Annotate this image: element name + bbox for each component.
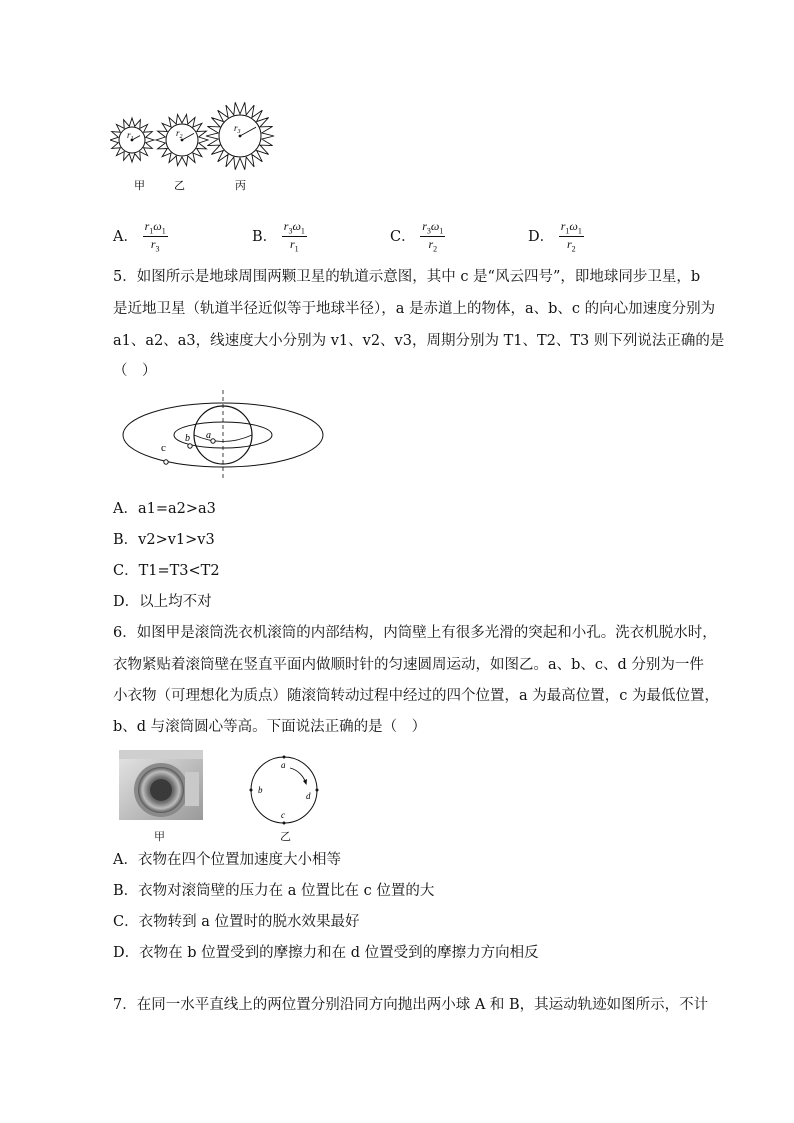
drum-label-d: d — [306, 791, 311, 801]
q5-option-d[interactable]: D．以上均不对 — [113, 594, 212, 610]
q6-stem-line3: 小衣物（可理想化为质点）随滚筒转动过程中经过的四个位置，a 为最高位置，c 为最低位置， — [113, 688, 719, 704]
orbit-figure — [118, 388, 328, 484]
pos-a — [283, 756, 286, 759]
gears-figure — [110, 98, 290, 193]
q5-option-c[interactable]: C．T1=T3<T2 — [113, 563, 220, 579]
q6-option-a[interactable]: A．衣物在四个位置加速度大小相等 — [113, 852, 341, 868]
orbit-label-b: b — [185, 433, 190, 444]
gear-label-yi: 乙 — [174, 180, 185, 192]
q4-option-c-fraction: $\frac{r_3\omega_1}{r_2}$ — [422, 219, 444, 254]
q5-stem-line1: 5．如图所示是地球周围两颗卫星的轨道示意图，其中 c 是“风云四号”，即地球同步卫星，b — [113, 269, 701, 285]
gear-label-bing: 丙 — [235, 180, 246, 192]
q5-stem-line3: a1、a2、a3，线速度大小分别为 v1、v2、v3，周期分别为 T1、T2、T3 则下列说法正确的是 — [113, 333, 725, 349]
point-a — [211, 439, 215, 443]
drum-label-b: b — [258, 785, 263, 795]
q6-stem-line1: 6．如图甲是滚筒洗衣机滚筒的内部结构，内筒壁上有很多光滑的突起和小孔。洗衣机脱水时， — [113, 625, 717, 641]
gear-r2-label: $r_2$ — [176, 128, 183, 140]
q7-stem-line1: 7．在同一水平直线上的两位置分别沿同方向抛出两小球 A 和 B，其运动轨迹如图所示，不计 — [113, 997, 709, 1013]
orbit-label-c: c — [161, 442, 166, 454]
q4-option-d-fraction: $\frac{r_1\omega_1}{r_2}$ — [560, 219, 582, 254]
photo-label-jia: 甲 — [154, 830, 165, 843]
circle-label-yi: 乙 — [280, 830, 291, 843]
gear-bing-center — [239, 135, 242, 138]
gear-label-jia: 甲 — [134, 180, 145, 192]
drum-label-a: a — [281, 760, 286, 770]
q6-stem-line4: b、d 与滚筒圆心等高。下面说法正确的是（ ） — [113, 719, 427, 735]
q6-stem-line2: 衣物紧贴着滚筒壁在竖直平面内做顺时针的匀速圆周运动，如图乙。a、b、c、d 分别为一件 — [113, 657, 704, 673]
q4-option-c[interactable]: C． $\frac{r_3\omega_1}{r_2}$ — [390, 219, 444, 254]
q6-option-d[interactable]: D．衣物在 b 位置受到的摩擦力和在 d 位置受到的摩擦力方向相反 — [113, 945, 539, 961]
washing-machine-image — [119, 750, 203, 820]
pos-b — [250, 789, 253, 792]
gear-r3-label: $r_3$ — [234, 123, 241, 135]
orbit-label-a: a — [206, 430, 211, 441]
q5-option-b[interactable]: B．v2>v1>v3 — [113, 532, 215, 548]
q4-option-a-fraction: $\frac{r_1\omega_1}{r_3}$ — [144, 219, 166, 254]
pos-c — [283, 822, 286, 825]
q4-option-d[interactable]: D． $\frac{r_1\omega_1}{r_2}$ — [528, 219, 582, 254]
point-c — [164, 460, 168, 464]
q4-option-b[interactable]: B． $\frac{r_3\omega_1}{r_1}$ — [252, 219, 305, 254]
gear-r1-label: $r_1$ — [127, 130, 134, 142]
pos-d — [316, 789, 319, 792]
q5-stem-line4: （ ） — [113, 363, 157, 379]
drum-label-c: c — [281, 810, 285, 820]
q6-option-c[interactable]: C．衣物转到 a 位置时的脱水效果最好 — [113, 914, 360, 930]
q5-stem-line2: 是近地卫星（轨道半径近似等于地球半径），a 是赤道上的物体，a、b、c 的向心加速度分别为 — [113, 301, 716, 317]
q6-option-b[interactable]: B．衣物对滚筒壁的压力在 a 位置比在 c 位置的大 — [113, 883, 435, 899]
q4-option-b-fraction: $\frac{r_3\omega_1}{r_1}$ — [283, 219, 305, 254]
q4-option-a[interactable]: A． $\frac{r_1\omega_1}{r_3}$ — [113, 219, 166, 254]
point-b — [188, 444, 192, 448]
q5-option-a[interactable]: A．a1=a2>a3 — [113, 501, 216, 517]
drum-circle-figure — [248, 754, 320, 826]
